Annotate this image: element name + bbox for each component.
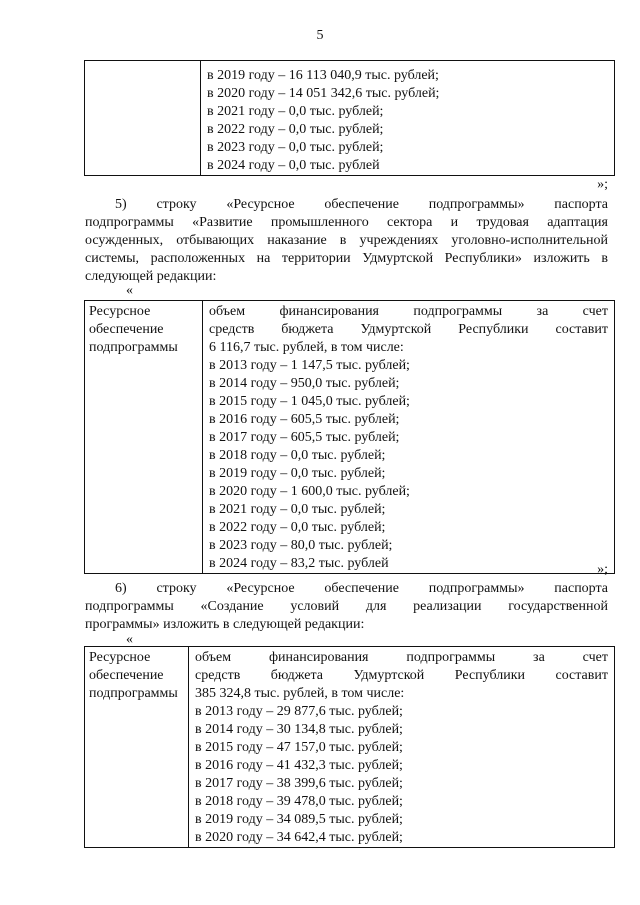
paragraph-line: 5) строку «Ресурсное обеспечение подпрограммы» паспорта (115, 197, 608, 212)
table2-line: в 2016 году – 605,5 тыс. рублей; (209, 412, 400, 427)
paragraph-line: системы, расположенных на территории Удмуртской Республики» изложить в (85, 251, 608, 266)
table3-line: в 2015 году – 47 157,0 тыс. рублей; (195, 740, 403, 755)
table3-content-cell (189, 647, 615, 848)
table1-line: в 2020 году – 14 051 342,6 тыс. рублей; (207, 86, 440, 101)
table2-line: в 2017 году – 605,5 тыс. рублей; (209, 430, 400, 445)
table3-line: в 2017 году – 38 399,6 тыс. рублей; (195, 776, 403, 791)
paragraph-line: программы» изложить в следующей редакции: (85, 617, 365, 632)
paragraph-line: подпрограммы «Развитие промышленного сектора и трудовая адаптация (85, 215, 608, 230)
opening-quote-1: « (126, 283, 133, 298)
table3-label-line: Ресурсное (89, 650, 151, 665)
table3-line: в 2020 году – 34 642,4 тыс. рублей; (195, 830, 403, 845)
table1-content-cell (201, 61, 615, 176)
table2-line: в 2022 году – 0,0 тыс. рублей; (209, 520, 386, 535)
table2-label-cell (85, 301, 203, 574)
table3-line: в 2018 году – 39 478,0 тыс. рублей; (195, 794, 403, 809)
opening-quote-2: « (126, 632, 133, 647)
table3-label-cell (85, 647, 189, 848)
table3-intro-line: объем финансирования подпрограммы за счет (195, 650, 608, 665)
paragraph-5 (85, 196, 608, 286)
table2-line: в 2024 году – 83,2 тыс. рублей (209, 556, 389, 571)
paragraph-line: 6) строку «Ресурсное обеспечение подпрограммы» паспорта (115, 581, 608, 596)
table3-line: в 2019 году – 34 089,5 тыс. рублей; (195, 812, 403, 827)
table1-label-cell (85, 61, 201, 176)
closing-quote-2: »; (597, 562, 608, 577)
table2-label-line: обеспечение (89, 322, 164, 337)
table2-line: в 2014 году – 950,0 тыс. рублей; (209, 376, 400, 391)
paragraph-6 (85, 580, 608, 634)
table2-line: 6 116,7 тыс. рублей, в том числе: (209, 340, 404, 355)
paragraph-line: следующей редакции: (85, 269, 217, 284)
table2-line: в 2023 году – 80,0 тыс. рублей; (209, 538, 393, 553)
table3-line: 385 324,8 тыс. рублей, в том числе: (195, 686, 405, 701)
paragraph-line: осужденных, отбывающих наказание в учреждениях уголовно-исполнительной (85, 233, 608, 248)
table1-line: в 2023 году – 0,0 тыс. рублей; (207, 140, 384, 155)
table2-intro-line: средств бюджета Удмуртской Республики составит (209, 322, 608, 337)
table3-line: в 2014 году – 30 134,8 тыс. рублей; (195, 722, 403, 737)
closing-quote-1: »; (597, 177, 608, 192)
table1-line: в 2021 году – 0,0 тыс. рублей; (207, 104, 384, 119)
paragraph-line: подпрограммы «Создание условий для реализации государственной (85, 599, 608, 614)
table2-line: в 2019 году – 0,0 тыс. рублей; (209, 466, 386, 481)
table-funding-continuation (84, 60, 615, 176)
table3-label-line: подпрограммы (89, 686, 178, 701)
table1-line: в 2022 году – 0,0 тыс. рублей; (207, 122, 384, 137)
table3-line: в 2016 году – 41 432,3 тыс. рублей; (195, 758, 403, 773)
table-resource-provision-industrial (84, 300, 615, 574)
table2-line: в 2020 году – 1 600,0 тыс. рублей; (209, 484, 410, 499)
table2-intro-line: объем финансирования подпрограммы за счет (209, 304, 608, 319)
table1-line: в 2019 году – 16 113 040,9 тыс. рублей; (207, 68, 439, 83)
table1-line: в 2024 году – 0,0 тыс. рублей (207, 158, 380, 173)
table2-line: в 2021 году – 0,0 тыс. рублей; (209, 502, 386, 517)
table2-label-line: подпрограммы (89, 340, 178, 355)
table2-content-cell (203, 301, 615, 574)
table3-line: в 2013 году – 29 877,6 тыс. рублей; (195, 704, 403, 719)
table2-label-line: Ресурсное (89, 304, 151, 319)
table2-line: в 2018 году – 0,0 тыс. рублей; (209, 448, 386, 463)
table3-label-line: обеспечение (89, 668, 164, 683)
table2-line: в 2013 году – 1 147,5 тыс. рублей; (209, 358, 410, 373)
table2-line: в 2015 году – 1 045,0 тыс. рублей; (209, 394, 410, 409)
page-number: 5 (316, 28, 324, 43)
table-resource-provision-conditions (84, 646, 615, 848)
table3-intro-line: средств бюджета Удмуртской Республики составит (195, 668, 608, 683)
